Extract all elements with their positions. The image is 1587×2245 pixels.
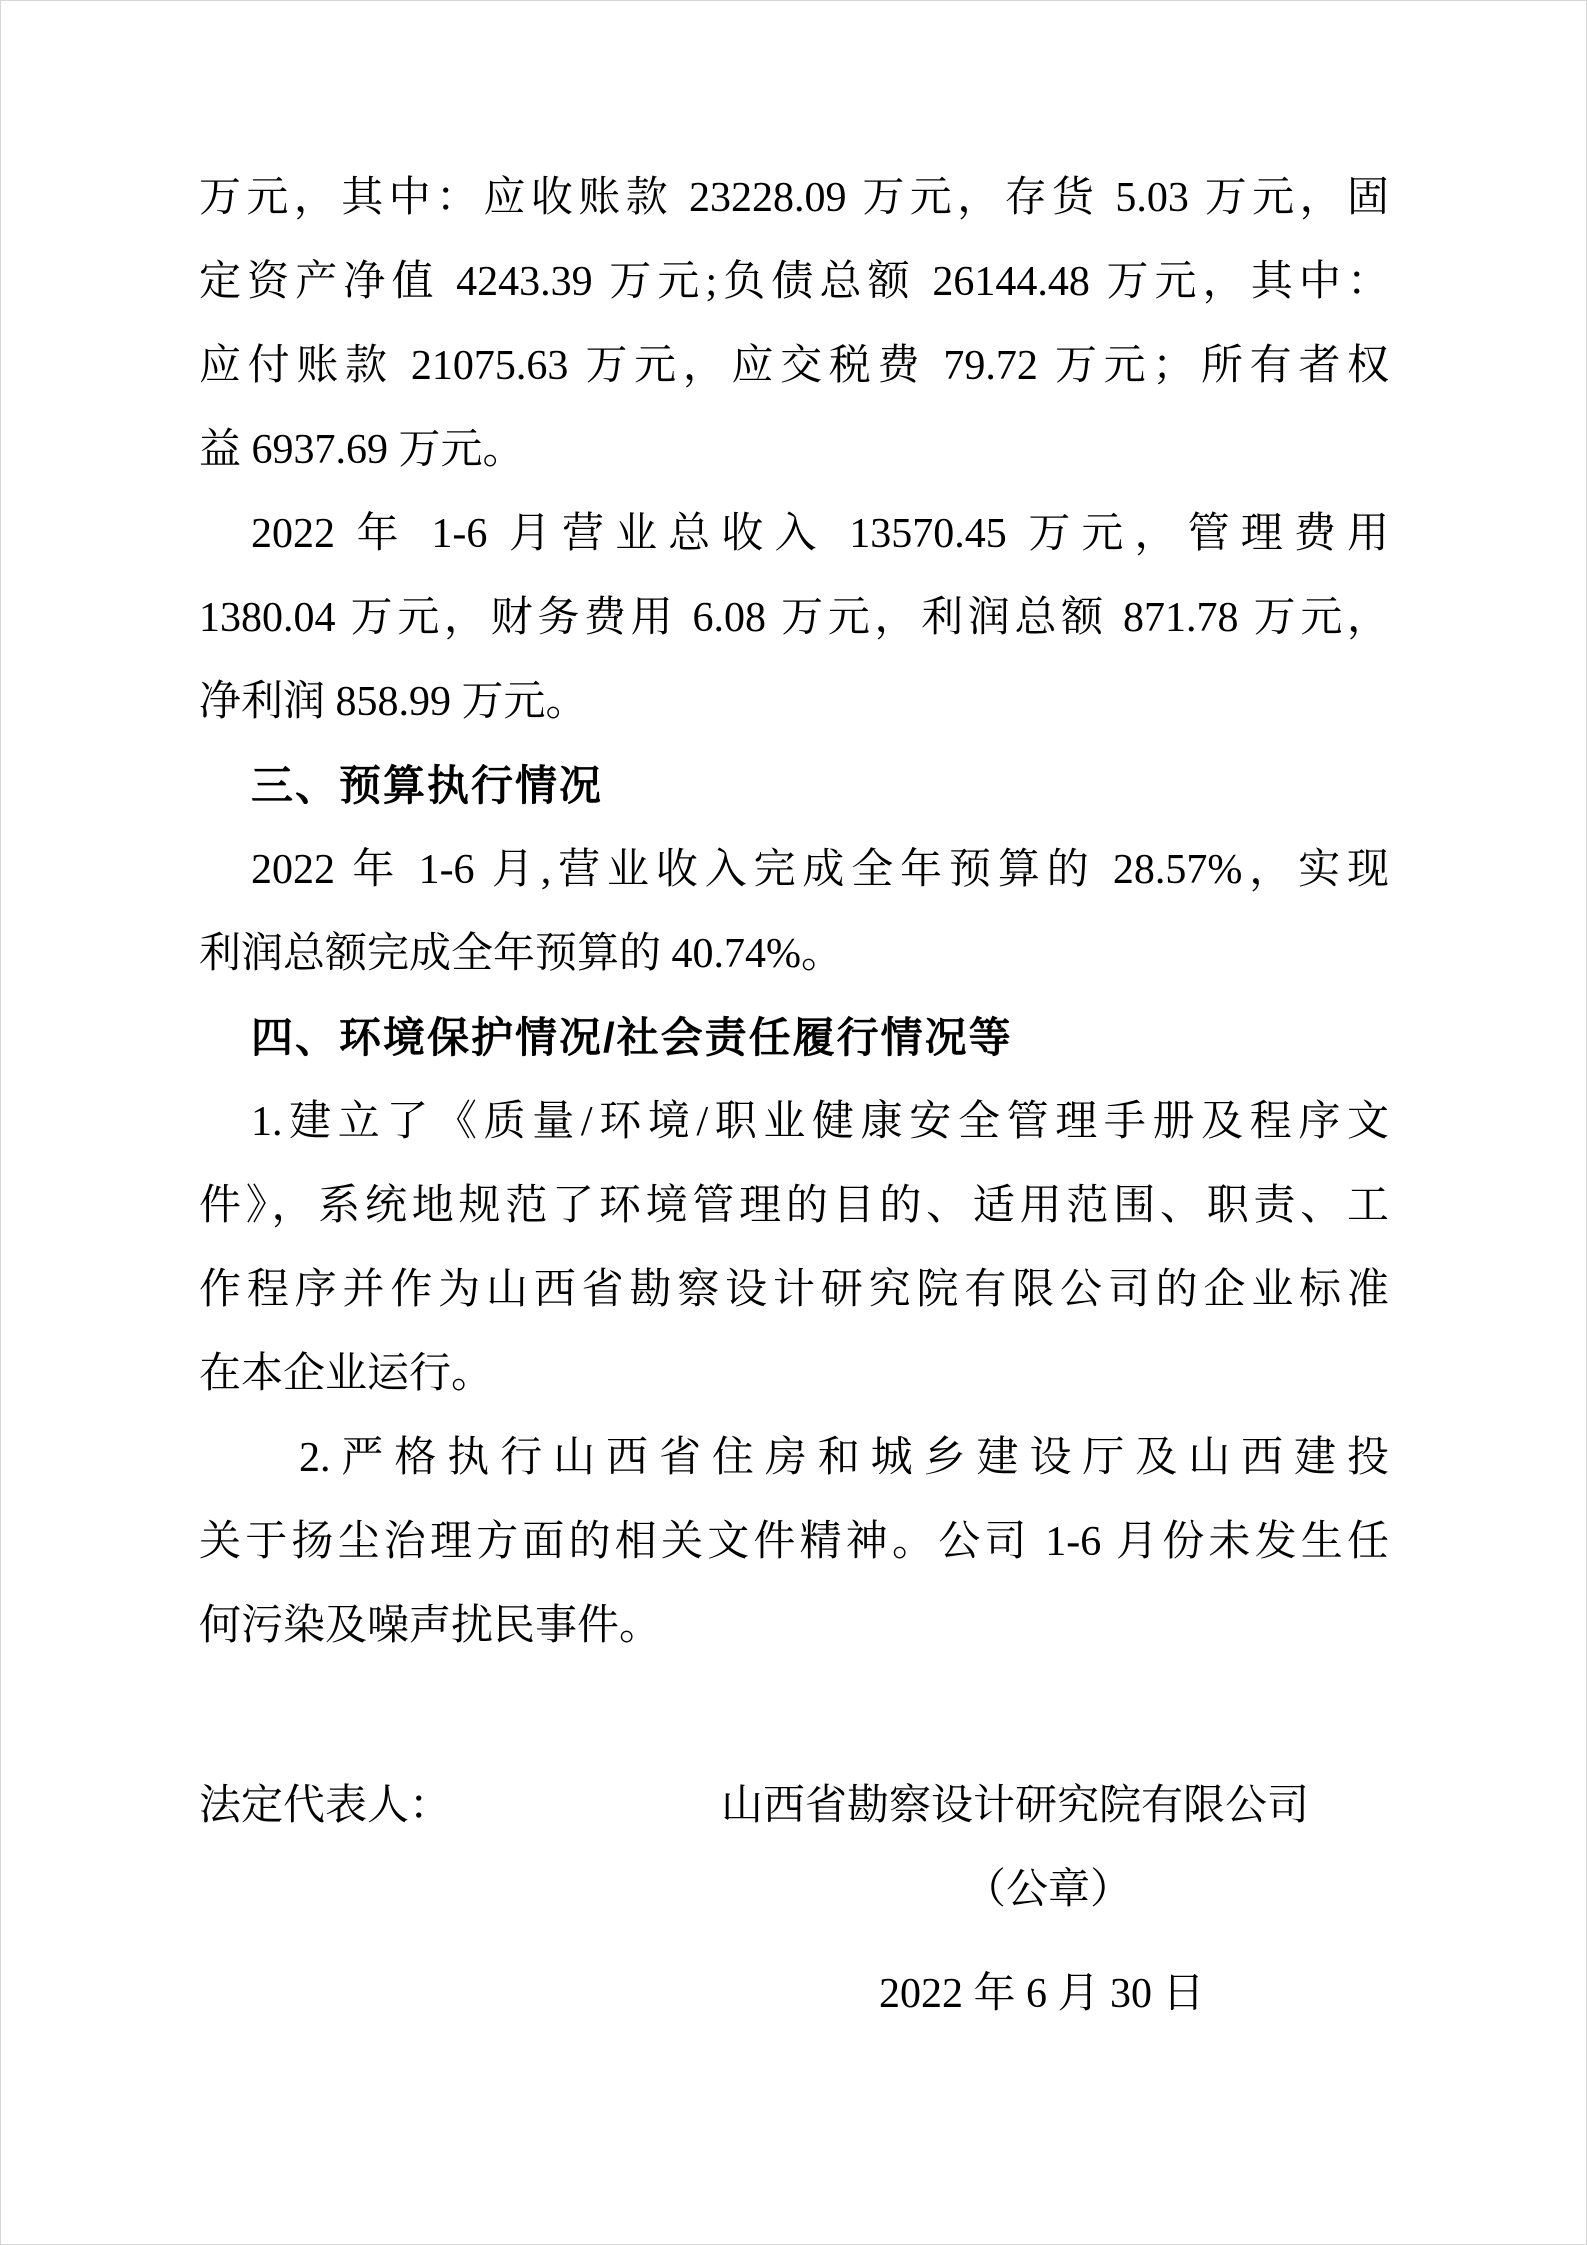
body-line: 在本企业运行。 — [199, 1351, 494, 1397]
body-line: 2.严格执行山西省住房和城乡建设厅及山西建投 — [299, 1435, 1389, 1481]
company-name: 山西省勘察设计研究院有限公司 — [720, 1783, 1309, 1829]
section-heading-budget: 三、预算执行情况 — [251, 762, 604, 809]
paragraph-environment-item1 — [199, 1080, 1389, 1416]
body-line: 何污染及噪声扰民事件。 — [199, 1603, 662, 1649]
body-line: 关于扬尘治理方面的相关文件精神。公司 1-6 月份未发生任 — [199, 1519, 1389, 1565]
body-line: 利润总额完成全年预算的 40.74%。 — [199, 931, 843, 977]
body-line: 2022 年 1-6 月,营业收入完成全年预算的 28.57%，实现 — [251, 847, 1389, 893]
paragraph-operating-results — [199, 492, 1389, 744]
legal-representative-label: 法定代表人： — [199, 1783, 452, 1829]
section-heading-environment: 四、环境保护情况/社会责任履行情况等 — [251, 1014, 1013, 1061]
body-line: 净利润 858.99 万元。 — [199, 679, 588, 725]
body-line: 应付账款 21075.63 万元，应交税费 79.72 万元；所有者权 — [199, 343, 1389, 389]
report-date: 2022 年 6 月 30 日 — [879, 1971, 1205, 2017]
body-line: 1380.04 万元，财务费用 6.08 万元，利润总额 871.78 万元， — [199, 595, 1389, 641]
body-line: 作程序并作为山西省勘察设计研究院有限公司的企业标准 — [199, 1267, 1389, 1313]
date-row — [199, 1952, 1389, 2036]
seal-row — [199, 1848, 1389, 1932]
body-line: 件》，系统地规范了环境管理的目的、适用范围、职责、工 — [199, 1183, 1389, 1229]
paragraph-financial-position — [199, 156, 1389, 492]
body-line: 万元，其中：应收账款 23228.09 万元，存货 5.03 万元，固 — [199, 175, 1389, 221]
signature-block — [199, 1764, 1389, 2036]
paragraph-budget-execution — [199, 828, 1389, 996]
body-line: 益 6937.69 万元。 — [199, 427, 525, 473]
body-line: 1.建立了《质量/环境/职业健康安全管理手册及程序文 — [251, 1099, 1389, 1145]
body-line: 2022 年 1-6 月营业总收入 13570.45 万元，管理费用 — [251, 511, 1389, 557]
document-body — [199, 156, 1389, 2036]
body-line: 定资产净值 4243.39 万元;负债总额 26144.48 万元，其中： — [199, 259, 1389, 305]
signature-row — [199, 1764, 1389, 1848]
official-seal-note: （公章） — [964, 1867, 1133, 1913]
paragraph-environment-item2 — [199, 1416, 1389, 1668]
